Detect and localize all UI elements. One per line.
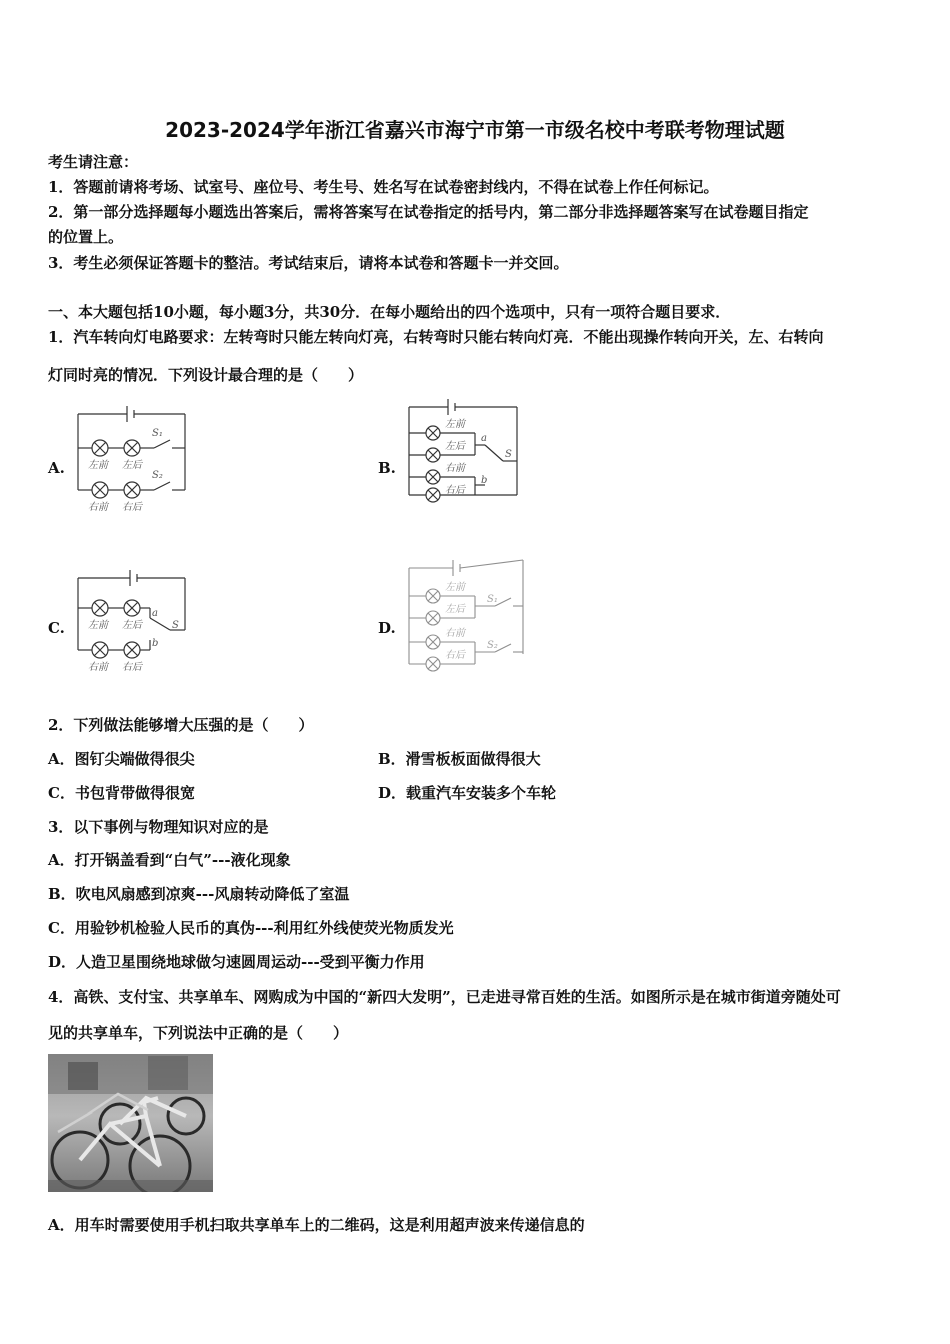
label-s: S bbox=[505, 449, 512, 460]
notice-item-1: 1．答题前请将考场、试室号、座位号、考生号、姓名写在试卷密封线内，不得在试卷上作任何标记。 bbox=[48, 178, 719, 196]
label-s: S bbox=[172, 620, 179, 631]
q4-stem-line2: 见的共享单车，下列说法中正确的是（ ） bbox=[48, 1024, 349, 1042]
notice-item-3: 3．考生必须保证答题卡的整洁。考试结束后，请将本试卷和答题卡一并交回。 bbox=[48, 254, 569, 272]
q1-option-c-label: C. bbox=[48, 619, 65, 637]
q1-option-d-label: D. bbox=[378, 619, 396, 637]
label-s1: S₁ bbox=[152, 428, 163, 439]
label-left-rear: 左后 bbox=[445, 441, 465, 452]
label-left-front: 左前 bbox=[88, 460, 108, 471]
label-right-front: 右前 bbox=[445, 463, 465, 474]
label-b: b bbox=[152, 638, 159, 649]
q3-option-c: C．用验钞机检验人民币的真伪---利用红外线使荧光物质发光 bbox=[48, 919, 454, 937]
page-title: 2023-2024学年浙江省嘉兴市海宁市第一市级名校中考联考物理试题 bbox=[165, 118, 785, 142]
q2-option-a: A．图钉尖端做得很尖 bbox=[48, 750, 195, 768]
label-b: b bbox=[481, 475, 488, 486]
section-heading: 一、本大题包括10小题，每小题3分，共30分．在每小题给出的四个选项中，只有一项符合题目要求． bbox=[48, 303, 731, 321]
label-right-front: 右前 bbox=[88, 662, 108, 673]
label-left-rear: 左后 bbox=[445, 604, 465, 615]
notice-item-2: 2．第一部分选择题每小题选出答案后，需将答案写在试卷指定的括号内，第二部分非选择题答案写在试卷题目指定 bbox=[48, 203, 809, 221]
q2-option-b: B．滑雪板板面做得很大 bbox=[378, 750, 541, 768]
label-left-front: 左前 bbox=[445, 419, 465, 430]
q3-option-a: A．打开锅盖看到“白气”---液化现象 bbox=[48, 851, 291, 869]
q3-option-b: B．吹电风扇感到凉爽---风扇转动降低了室温 bbox=[48, 885, 350, 903]
label-right-rear: 右后 bbox=[122, 502, 142, 513]
label-left-front: 左前 bbox=[445, 582, 465, 593]
label-left-front: 左前 bbox=[88, 620, 108, 631]
q1-stem-line2: 灯同时亮的情况．下列设计最合理的是（ ） bbox=[48, 366, 364, 384]
q2-option-d: D．载重汽车安装多个车轮 bbox=[378, 784, 557, 802]
label-a: a bbox=[481, 433, 487, 444]
q1-stem-line1: 1．汽车转向灯电路要求：左转弯时只能左转向灯亮，右转弯时只能右转向灯亮．不能出现操作转向开关，左、右转向 bbox=[48, 328, 824, 346]
q4-option-a: A．用车时需要使用手机扫取共享单车上的二维码，这是利用超声波来传递信息的 bbox=[48, 1216, 585, 1234]
label-right-front: 右前 bbox=[88, 502, 108, 513]
circuit-diagram-a bbox=[70, 402, 195, 517]
label-left-rear: 左后 bbox=[122, 620, 142, 631]
label-s1: S₁ bbox=[487, 594, 498, 605]
notice-heading: 考生请注意： bbox=[48, 153, 139, 171]
q3-option-d: D．人造卫星围绕地球做匀速圆周运动---受到平衡力作用 bbox=[48, 953, 425, 971]
notice-item-2-cont: 的位置上。 bbox=[48, 228, 124, 246]
q2-option-c: C．书包背带做得很宽 bbox=[48, 784, 195, 802]
label-right-rear: 右后 bbox=[445, 485, 465, 496]
label-right-front: 右前 bbox=[445, 628, 465, 639]
circuit-diagram-d bbox=[405, 556, 530, 678]
label-left-rear: 左后 bbox=[122, 460, 142, 471]
q1-option-a-label: A. bbox=[48, 459, 65, 477]
label-s2: S₂ bbox=[487, 640, 498, 651]
q2-stem: 2．下列做法能够增大压强的是（ ） bbox=[48, 716, 314, 734]
circuit-diagram-c bbox=[70, 566, 195, 678]
label-right-rear: 右后 bbox=[122, 662, 142, 673]
circuit-diagram-b bbox=[405, 395, 523, 520]
q3-stem: 3．以下事例与物理知识对应的是 bbox=[48, 818, 269, 836]
label-a: a bbox=[152, 608, 158, 619]
q4-stem-line1: 4．高铁、支付宝、共享单车、网购成为中国的“新四大发明”，已走进寻常百姓的生活。如图所示是在城市街道旁随处可 bbox=[48, 988, 841, 1006]
label-s2: S₂ bbox=[152, 470, 163, 481]
label-right-rear: 右后 bbox=[445, 650, 465, 661]
q1-option-b-label: B. bbox=[378, 459, 396, 477]
shared-bike-photo bbox=[48, 1054, 213, 1192]
